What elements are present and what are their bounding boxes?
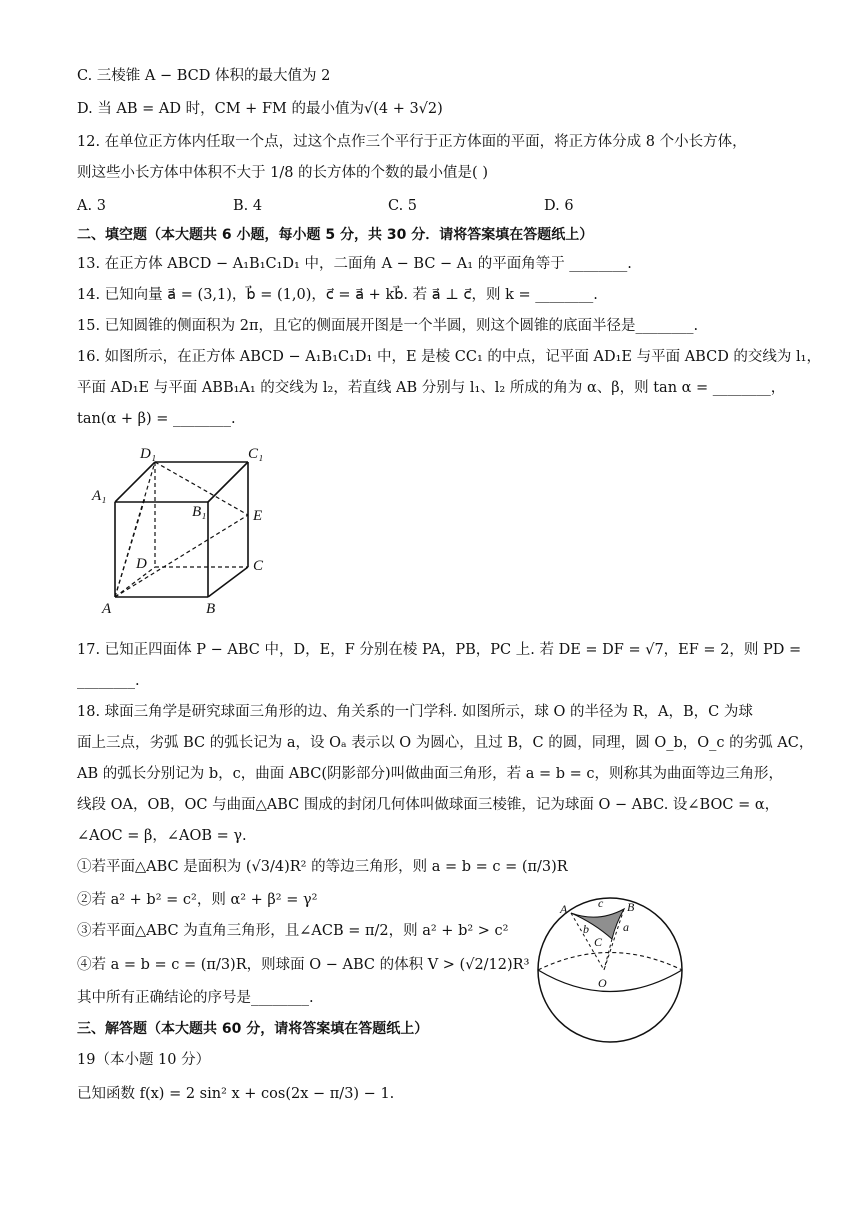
q11-option-d: D. 当 AB = AD 时，CM + FM 的最小值为√(4 + 3√2) [77,101,443,117]
sphere-label-A: A [560,902,568,916]
sphere-label-b: b [583,922,589,936]
q17-line1: 17. 已知正四面体 P − ABC 中，D，E，F 分别在棱 PA，PB，PC 上. 若 DE = DF = √7，EF = 2，则 PD = [77,642,802,658]
sphere-label-O: O [598,976,607,990]
q12-option-d: D. 6 [544,198,574,214]
q18-statement-4: ④若 a = b = c = (π/3)R，则球面 O − ABC 的体积 V > (√2/12)R³ [77,957,530,973]
label-C: C [253,558,264,574]
q16-line2: 平面 AD₁E 与平面 ABB₁A₁ 的交线为 l₂，若直线 AB 分别与 l₁、l₂ 所成的角为 α、β，则 tan α = ________， [77,380,786,396]
label-D: D [136,556,147,572]
q15: 15. 已知圆锥的侧面积为 2π，且它的侧面展开图是一个半圆，则这个圆锥的底面半径是________. [77,318,699,334]
q19-text: 已知函数 f(x) = 2 sin² x + cos(2x − π/3) − 1. [77,1086,395,1102]
q12-line2: 则这些小长方体中体积不大于 1/8 的长方体的个数的最小值是( ) [77,165,488,181]
q18-line5: ∠AOC = β，∠AOB = γ. [77,828,247,844]
label-B1: B₁ [192,504,207,520]
q18-statement-1: ①若平面△ABC 是面积为 (√3/4)R² 的等边三角形，则 a = b = c = (π/3)R [77,859,568,875]
section-2-heading: 二、填空题（本大题共 6 小题，每小题 5 分，共 30 分．请将答案填在答题纸上） [77,227,594,243]
q12-option-c: C. 5 [388,198,418,214]
section-3-heading: 三、解答题（本大题共 60 分，请将答案填在答题纸上） [77,1021,429,1037]
q18-answer-prompt: 其中所有正确结论的序号是________. [77,990,314,1006]
q11-option-c: C. 三棱锥 A − BCD 体积的最大值为 2 [77,68,331,84]
label-A: A [102,601,112,617]
q12-line1: 12. 在单位正方体内任取一个点，过这个点作三个平行于正方体面的平面，将正方体分成 8 个小长方体， [77,134,747,150]
q18-statement-2: ②若 a² + b² = c²，则 α² + β² = γ² [77,892,318,908]
q19-title: 19（本小题 10 分） [77,1052,211,1068]
sphere-label-c: c [598,896,604,910]
q12-option-b: B. 4 [233,198,263,214]
q17-line2: ________. [77,673,140,689]
q18-line4: 线段 OA，OB，OC 与曲面△ABC 围成的封闭几何体叫做球面三棱锥，记为球面 O − ABC. 设∠BOC = α， [77,797,780,813]
label-D1: D₁ [140,446,157,462]
q18-line3: AB 的弧长分别记为 b，c，曲面 ABC(阴影部分)叫做曲面三角形，若 a = b = c，则称其为曲面等边三角形， [77,766,784,782]
label-A1: A₁ [92,488,107,504]
sphere-label-a: a [623,920,629,934]
q12-option-a: A. 3 [77,198,106,214]
q13: 13. 在正方体 ABCD − A₁B₁C₁D₁ 中，二面角 A − BC − A₁ 的平面角等于 ________. [77,256,632,272]
q14: 14. 已知向量 a⃗ = (3,1)，b⃗ = (1,0)，c⃗ = a⃗ + kb⃗. 若 a⃗ ⊥ c⃗，则 k = ________. [77,287,598,303]
label-E: E [253,508,263,524]
sphere-label-C: C [594,935,603,949]
q18-line1: 18. 球面三角学是研究球面三角形的边、角关系的一门学科. 如图所示，球 O 的半径为 R，A，B，C 为球 [77,704,753,720]
q18-line2: 面上三点，劣弧 BC 的弧长记为 a，设 Oₐ 表示以 O 为圆心，且过 B，C 的圆，同理，圆 O_b，O_c 的劣弧 AC， [77,735,814,751]
cube-figure [88,440,288,620]
q16-line1: 16. 如图所示，在正方体 ABCD − A₁B₁C₁D₁ 中，E 是棱 CC₁ 的中点，记平面 AD₁E 与平面 ABCD 的交线为 l₁， [77,349,821,365]
label-C1: C₁ [248,446,264,462]
sphere-figure [528,895,700,1045]
label-B: B [206,601,216,617]
sphere-label-B: B [627,900,635,914]
q16-line3: tan(α + β) = ________. [77,411,236,427]
q18-statement-3: ③若平面△ABC 为直角三角形，且∠ACB = π/2，则 a² + b² > c² [77,923,509,939]
